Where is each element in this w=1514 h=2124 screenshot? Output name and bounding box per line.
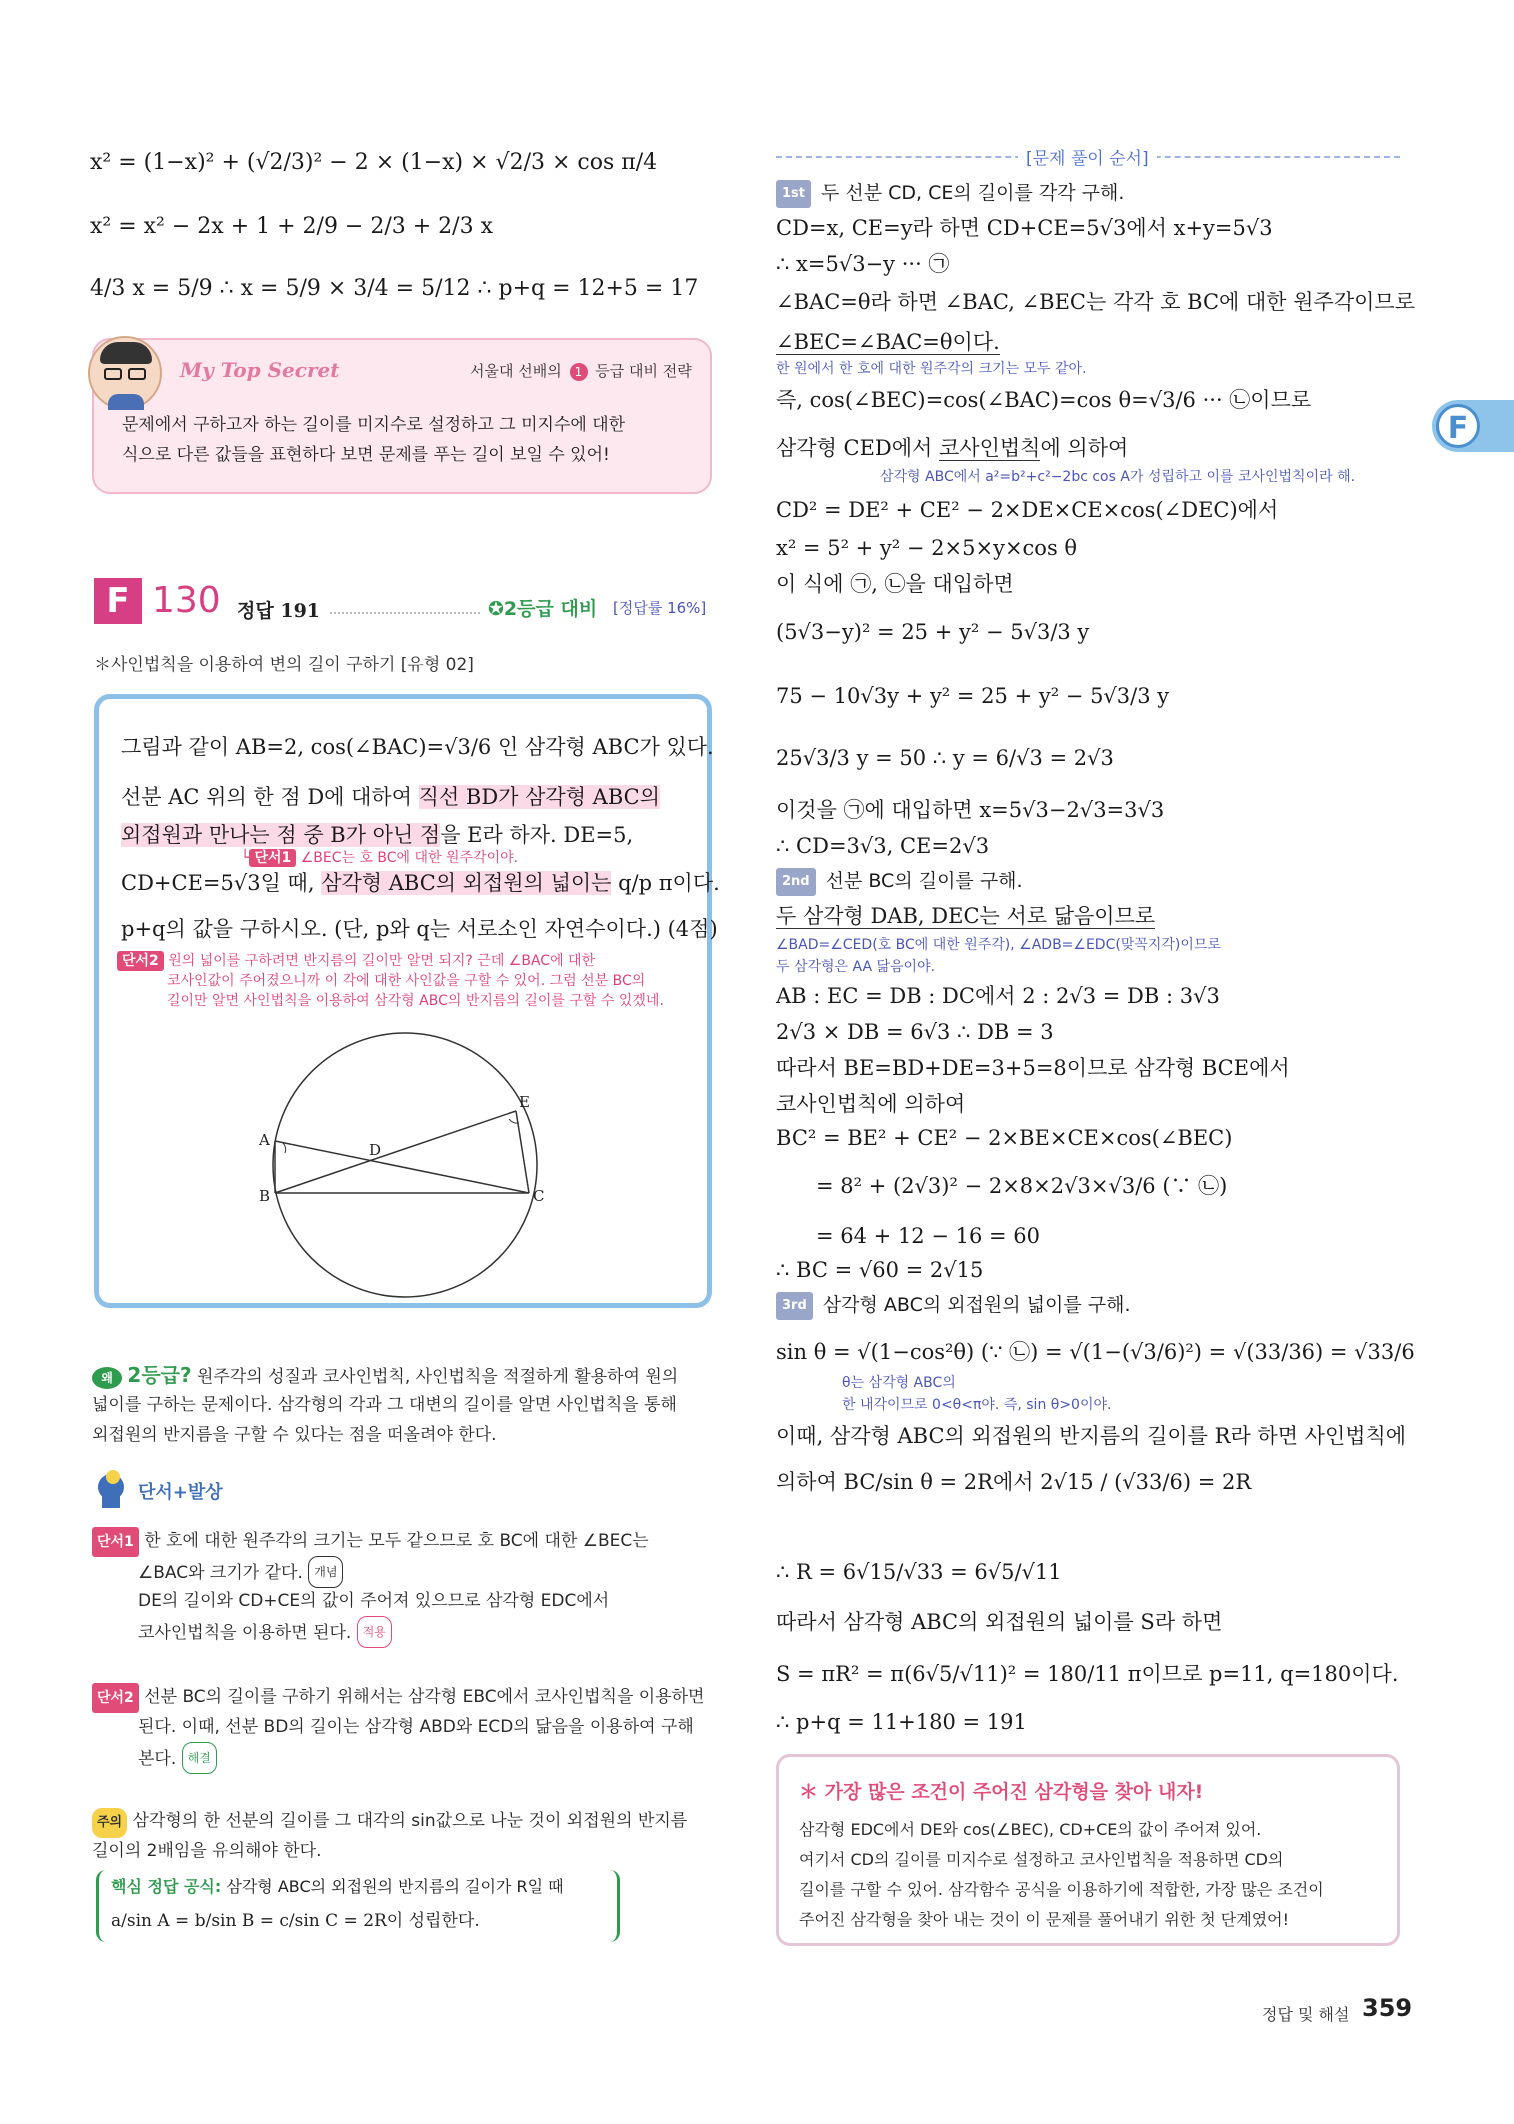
note-4b: 한 내각이므로 0<θ<π야. 즉, sin θ>0이야. [842,1397,1112,1413]
hint-1: └ 단서1 ∠BEC는 호 BC에 대한 원주각이야. [241,850,519,866]
side-tab[interactable] [1432,400,1514,452]
why-title: 2등급? [127,1363,192,1387]
sine-law-formula: a/sin A = b/sin B = c/sin C = 2R이 성립한다. [111,1911,480,1931]
equation-2: x² = x² − 2x + 1 + 2/9 − 2/3 + 2/3 x [90,214,493,239]
sol-line-14: ∴ CD=3√3, CE=2√3 [776,834,990,858]
problem-line-5: p+q의 값을 구하시오. (단, p와 q는 서로소인 자연수이다.) (4점) [121,917,718,941]
sol-line-30: ∴ p+q = 11+180 = 191 [776,1710,1027,1734]
sol-line-15: 두 삼각형 DAB, DEC는 서로 닮음이므로 [776,904,1156,928]
sol-line-11: 75 − 10√3y + y² = 25 + y² − 5√3/3 y [776,684,1170,708]
hint-2: 단서2 원의 넓이를 구하려면 반지름의 길이만 알면 되지? 근데 ∠BAC에 대한 코사인값이 주어졌으니까 이 각에 대한 사인값을 구할 수 있어. 그럼 선분 BC의 길이만 알면 사인법칙을 이용하여 삼각형 ABC의 반지름의 길이를 구할 수 있겠네. [117,951,664,1011]
circumcircle [273,1033,537,1297]
formula-bracket: 핵심 정답 공식: 삼각형 ABC의 외접원의 반지름의 길이가 R일 때 a/sin A = b/sin B = c/sin C = 2R이 성립한다. [96,1870,620,1942]
side-ac [275,1141,529,1193]
sol-line-20: BC² = BE² + CE² − 2×BE×CE×cos(∠BEC) [776,1126,1233,1150]
level-badge: ✪2등급 대비 [488,598,598,620]
footer-label: 정답 및 해설 [1262,2005,1350,2024]
sol-line-13: 이것을 ㉠에 대입하면 x=5√3−2√3=3√3 [776,798,1165,822]
label-b: B [259,1187,271,1205]
note-2: 삼각형 ABC에서 a²=b²+c²−2bc cos A가 성립하고 이를 코사인법칙이라 해. [880,469,1356,485]
clue-title: 단서+발상 [138,1482,223,1503]
label-a: A [259,1131,270,1149]
sol-line-22: = 64 + 12 − 16 = 60 [816,1224,1040,1248]
step-3: 3rd 삼각형 ABC의 외접원의 넓이를 구해. [776,1292,1131,1320]
sol-line-5: 즉, cos(∠BEC)=cos(∠BAC)=cos θ=√3/6 ··· ㉡이므로 [776,388,1312,412]
problem-number: 130 [152,580,221,621]
avatar [88,336,162,410]
special-title: ＊ 가장 많은 조건이 주어진 삼각형을 찾아 내자! [799,1781,1204,1803]
sol-line-2: ∴ x=5√3−y ··· ㉠ [776,252,950,276]
problem-line-4: CD+CE=5√3일 때, 삼각형 ABC의 외접원의 넓이는 q/p π이다. [121,871,720,895]
equation-3: 4/3 x = 5/9 ∴ x = 5/9 × 3/4 = 5/12 ∴ p+q = 12+5 = 17 [90,276,699,301]
secret-text: 문제에서 구하고자 하는 길이를 미지수로 설정하고 그 미지수에 대한 식으로 다른 값들을 표현하다 보면 문제를 푸는 길이 보일 수 있어! [122,415,626,465]
secret-title: My Top Secret [180,358,340,382]
sol-line-27: ∴ R = 6√15/√33 = 6√5/√11 [776,1560,1062,1584]
label-e: E [519,1093,530,1111]
equation-1: x² = (1−x)² + (√2/3)² − 2 × (1−x) × √2/3 × cos π/4 [90,150,658,175]
sol-line-16: AB : EC = DB : DC에서 2 : 2√3 = DB : 3√3 [776,984,1220,1008]
note-3a: ∠BAD=∠CED(호 BC에 대한 원주각), ∠ADB=∠EDC(맞꼭지각)이므로 [776,937,1221,953]
secret-subtitle: 서울대 선배의 1 등급 대비 전략 [470,362,692,380]
sol-line-28: 따라서 삼각형 ABC의 외접원의 넓이를 S라 하면 [776,1610,1223,1634]
sol-line-26: 의하여 BC/sin θ = 2R에서 2√15 / (√33/6) = 2R [776,1470,1252,1494]
problem-line-2: 선분 AC 위의 한 점 D에 대하여 직선 BD가 삼각형 ABC의 [121,785,661,809]
side-tab-letter: F [1436,404,1480,448]
top-secret-box [92,338,712,494]
note-4a: θ는 삼각형 ABC의 [842,1375,956,1391]
sol-line-19: 코사인법칙에 의하여 [776,1092,966,1116]
problem-box [94,694,720,1308]
label-d: D [369,1141,382,1159]
sol-line-1: CD=x, CE=y라 하면 CD+CE=5√3에서 x+y=5√3 [776,216,1273,240]
step-1: 1st 두 선분 CD, CE의 길이를 각각 구해. [776,180,1124,208]
step-2: 2nd 선분 BC의 길이를 구해. [776,868,1023,896]
lightbulb-head-icon [92,1470,128,1510]
sol-line-8: x² = 5² + y² − 2×5×y×cos θ [776,536,1078,560]
special-box [776,1754,1400,1946]
sol-line-23: ∴ BC = √60 = 2√15 [776,1258,984,1282]
sol-line-25: 이때, 삼각형 ABC의 외접원의 반지름의 길이를 R라 하면 사인법칙에 [776,1424,1407,1448]
problem-line-1: 그림과 같이 AB=2, cos(∠BAC)=√3/6 인 삼각형 ABC가 있다. [121,735,714,759]
problem-code-badge: F [94,578,142,624]
dotted-leader [330,612,480,614]
answer: 정답 191 [237,600,321,622]
sol-line-4: ∠BEC=∠BAC=θ이다. [776,330,1000,354]
note-1: 한 원에서 한 호에 대한 원주각의 크기는 모두 같아. [776,361,1087,377]
sol-line-12: 25√3/3 y = 50 ∴ y = 6/√3 = 2√3 [776,746,1114,770]
label-c: C [533,1187,545,1205]
circle-figure [229,1019,569,1309]
sol-line-21: = 8² + (2√3)² − 2×8×2√3×√3/6 (∵ ㉡) [816,1174,1228,1198]
sol-line-9: 이 식에 ㉠, ㉡을 대입하면 [776,572,1014,596]
special-text: 삼각형 EDC에서 DE와 cos(∠BEC), CD+CE의 값이 주어져 있어. 여기서 CD의 길이를 미지수로 설정하고 코사인법칙을 적용하면 CD의 길이를 구할 수 있어. 삼각함수 공식을 이용하기에 적합한, 가장 많은 조건이 주어진 삼각형을 찾아 내는 것이 이 문제를 풀어내기 위한 첫 단계였어! [799,1820,1324,1929]
why-badge: 왜 [92,1367,122,1389]
sol-line-7: CD² = DE² + CE² − 2×DE×CE×cos(∠DEC)에서 [776,498,1279,522]
correct-rate: [정답률 16%] [613,599,707,617]
sol-line-24: sin θ = √(1−cos²θ) (∵ ㉡) = √(1−(√3/6)²) = √(33/36) = √33/6 [776,1340,1415,1364]
order-title: [문제 풀이 순서] [1018,144,1157,169]
sol-line-29: S = πR² = π(6√5/√11)² = 180/11 π이므로 p=11, q=180이다. [776,1662,1399,1686]
sol-line-10: (5√3−y)² = 25 + y² − 5√3/3 y [776,620,1090,644]
problem-line-3: 외접원과 만나는 점 중 B가 아닌 점을 E라 하자. DE=5, [121,823,634,847]
sol-line-18: 따라서 BE=BD+DE=3+5=8이므로 삼각형 BCE에서 [776,1056,1290,1080]
problem-topic: ＊사인법칙을 이용하여 변의 길이 구하기 [유형 02] [94,655,474,675]
sol-line-6: 삼각형 CED에서 코사인법칙에 의하여 [776,436,1129,460]
page-number: 359 [1362,1994,1413,2022]
line-be [275,1111,516,1193]
sol-line-3: ∠BAC=θ라 하면 ∠BAC, ∠BEC는 각각 호 BC에 대한 원주각이므로 [776,290,1415,314]
note-3b: 두 삼각형은 AA 닮음이야. [776,959,936,975]
sol-line-17: 2√3 × DB = 6√3 ∴ DB = 3 [776,1020,1054,1044]
angle-a-mark [283,1143,286,1153]
